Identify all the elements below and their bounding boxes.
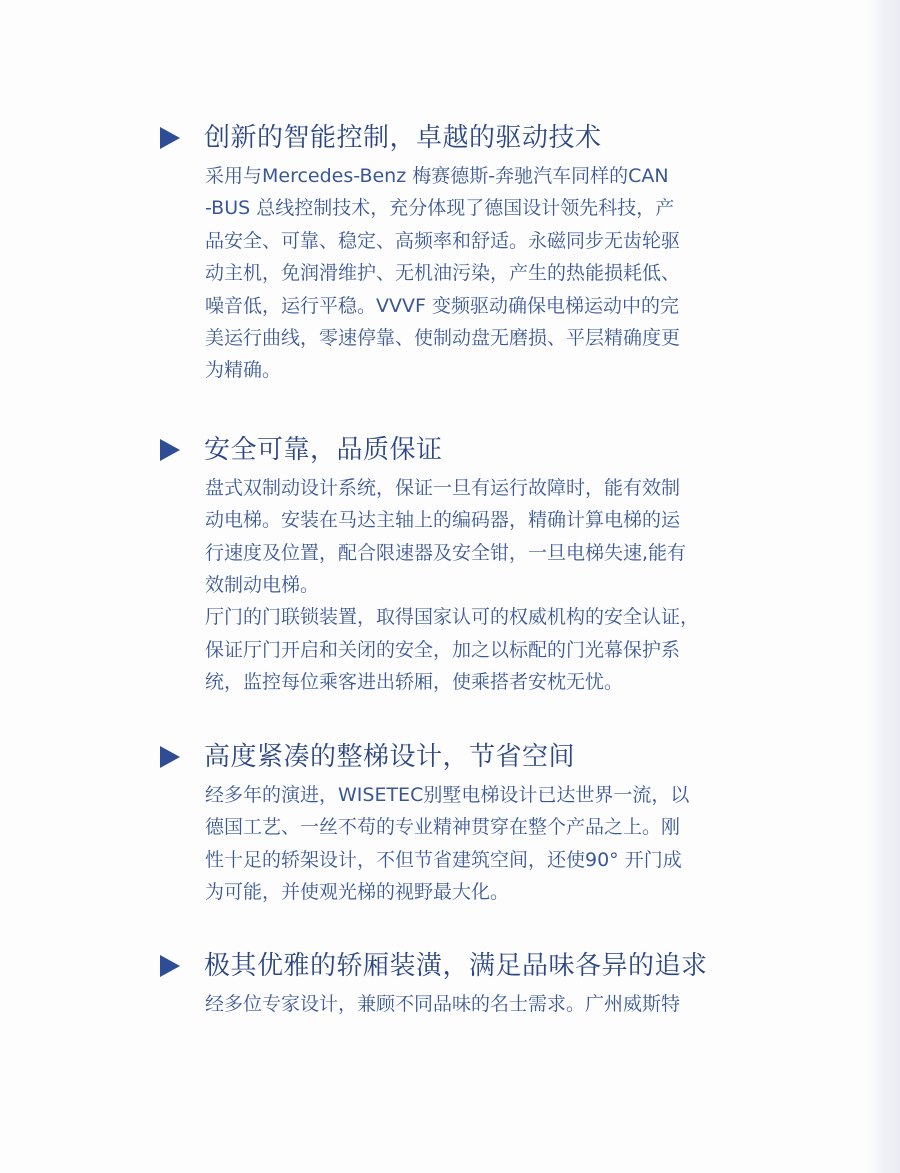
body-line: -BUS 总线控制技术，充分体现了德国设计领先科技，产 — [205, 197, 675, 220]
section-body — [205, 472, 780, 699]
brochure-content — [160, 118, 800, 1021]
body-line: 经多位专家设计，兼顾不同品味的名士需求。广州威斯特 — [205, 993, 681, 1016]
body-line: 噪音低，运行平稳。VVVF 变频驱动确保电梯运动中的完 — [205, 294, 679, 317]
section-heading: 极其优雅的轿厢装潢，满足品味各异的追求 — [204, 951, 708, 982]
section-body — [205, 779, 780, 909]
body-line: 动电梯。安装在马达主轴上的编码器，精确计算电梯的运 — [205, 509, 681, 532]
body-line: 经多年的演进，WISETEC别墅电梯设计已达世界一流，以 — [205, 783, 690, 806]
body-line: 为可能，并使观光梯的视野最大化。 — [205, 880, 510, 903]
body-line: 盘式双制动设计系统，保证一旦有运行故障时，能有效制 — [205, 476, 681, 499]
body-line: 厅门的门联锁装置，取得国家认可的权威机构的安全认证， — [205, 606, 700, 629]
body-line: 采用与Mercedes-Benz 梅赛德斯-奔驰汽车同样的CAN — [205, 165, 669, 187]
body-line: 效制动电梯。 — [205, 574, 320, 597]
section-body — [205, 988, 780, 1020]
triangle-bullet-icon — [160, 127, 180, 149]
triangle-bullet-icon — [160, 746, 180, 768]
triangle-bullet-icon — [160, 439, 180, 461]
body-line: 德国工艺、一丝不苟的专业精神贯穿在整个产品之上。刚 — [205, 816, 681, 839]
body-line: 统，监控每位乘客进出轿厢，使乘搭者安枕无忧。 — [205, 671, 624, 694]
section-header — [160, 946, 800, 986]
section-body — [205, 160, 780, 387]
body-line: 性十足的轿架设计，不但节省建筑空间，还使90° 开门成 — [205, 848, 682, 871]
section-safety — [160, 430, 800, 699]
body-line: 行速度及位置，配合限速器及安全钳，一旦电梯失速,能有 — [205, 541, 687, 564]
section-compact-design — [160, 737, 800, 909]
body-line: 保证厅门开启和关闭的安全，加之以标配的门光幕保护系 — [205, 638, 681, 661]
body-line: 美运行曲线，零速停靠、使制动盘无磨损、平层精确度更 — [205, 327, 681, 350]
section-header — [160, 737, 800, 777]
section-heading: 高度紧凑的整梯设计，节省空间 — [204, 741, 576, 772]
section-heading: 创新的智能控制，卓越的驱动技术 — [204, 123, 602, 153]
body-line: 品安全、可靠、稳定、高频率和舒适。永磁同步无齿轮驱 — [205, 229, 681, 252]
section-header — [160, 118, 800, 158]
body-line: 为精确。 — [205, 359, 282, 382]
triangle-bullet-icon — [160, 955, 180, 977]
page-edge-shadow — [866, 0, 900, 1173]
section-heading: 安全可靠，品质保证 — [204, 434, 443, 465]
section-header — [160, 430, 800, 470]
body-line: 动主机，免润滑维护、无机油污染，产生的热能损耗低、 — [205, 262, 681, 285]
section-cabin-decoration — [160, 946, 800, 1020]
section-drive-technology — [160, 118, 800, 387]
